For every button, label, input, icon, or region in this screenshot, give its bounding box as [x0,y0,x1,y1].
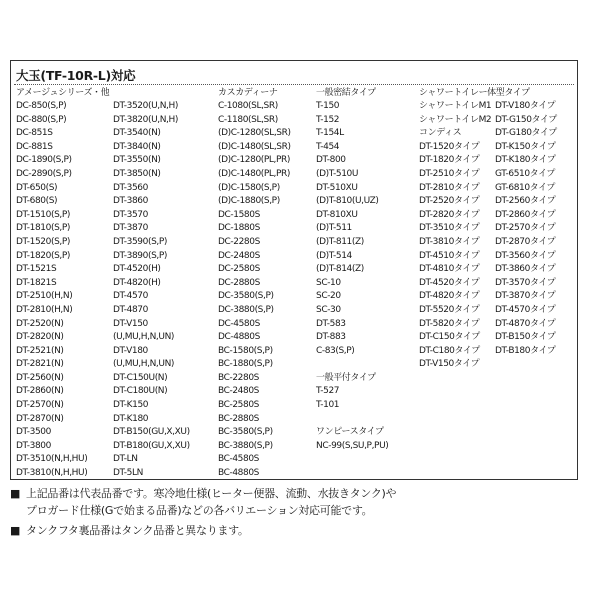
model-number-item: DT-2870(N) [16,413,64,424]
spacer [316,358,436,372]
model-number-item: DT-2520タイプ [419,196,480,207]
model-number-item: DT-C150タイプ [419,332,480,343]
model-number-item: DT-K180タイプ [495,155,556,166]
model-number-item: (D)T-814(Z) [316,264,364,275]
column-header: カスカディーナ [218,88,278,98]
model-number-item: DT-5LN [113,468,143,479]
model-number-item: DT-3560 [113,182,148,193]
model-number-item: DT-4520タイプ [419,277,480,288]
model-number-item: DT-3560タイプ [495,250,556,261]
model-number-item: BC-3580(S,P) [218,427,273,438]
model-number-item: (D)C-1480(PL,PR) [218,168,290,179]
model-number-item: DT-B150(GU,X,XU) [113,427,190,438]
model-number-item: (D)T-510U [316,168,359,179]
model-number-item: DT-V180 [113,345,148,356]
model-number-item: GT-6510タイプ [495,168,556,179]
model-number-item: T-101 [316,400,340,411]
model-number-item: DT-3890(S,P) [113,250,167,261]
model-number-item: DT-1521S [16,264,57,275]
model-number-item: DC-851S [16,128,53,139]
model-number-item: DT-1820(S,P) [16,250,70,261]
model-number-item: DT-680(S) [16,196,58,207]
model-number-item: DT-3800 [16,440,51,451]
model-number-item: (D)C-1480(SL,SR) [218,141,291,152]
model-number-item: BC-2880S [218,413,259,424]
model-number-item: (U,MU,H,N,UN) [113,359,175,370]
model-number-item: DT-650(S) [16,182,58,193]
model-number-item: DT-1520タイプ [419,141,480,152]
model-number-item: DT-810XU [316,209,358,220]
model-number-item: (D)T-511 [316,223,352,234]
model-number-item: コンディス [419,128,462,139]
model-number-item: (D)T-514 [316,250,352,261]
model-number-item: DT-3840(N) [113,141,161,152]
model-number-item: DT-1510(S,P) [16,209,70,220]
model-number-item: DT-4520(H) [113,264,161,275]
model-number-item: DC-2880S [218,277,260,288]
model-number-item: DC-850(S,P) [16,101,67,111]
model-number-item: DT-4870 [113,304,148,315]
model-number-item: DT-B180タイプ [495,345,556,356]
model-number-item: DT-3570 [113,209,148,220]
model-number-item: DT-2870タイプ [495,236,556,247]
model-number-item: DT-G180タイプ [495,128,557,139]
column-header-spacer [113,87,233,100]
model-number-item: DT-2570(N) [16,400,64,411]
model-number-item: DT-5520タイプ [419,304,480,315]
model-number-item: DT-K150 [113,400,149,411]
model-number-item: NC-99(S,SU,P,PU) [316,440,389,451]
model-number-item: DT-3850(N) [113,168,161,179]
sub-header: ワンピースタイプ [316,427,384,438]
model-number-item: DT-2810(H,N) [16,304,73,315]
column-header: 一般密結タイプ [316,88,376,98]
model-number-item: DT-3820(U,N,H) [113,114,178,125]
column-header-spacer [495,87,600,100]
model-number-item: C-1080(SL,SR) [218,101,278,111]
model-number-item: DT-2510(H,N) [16,291,73,302]
model-number-item: DT-2521(N) [16,345,64,356]
notes-section [10,485,590,539]
model-number-item: DC-3880(S,P) [218,304,274,315]
model-number-item: DT-3590(S,P) [113,236,167,247]
note-1-text: 上記品番は代表品番です。寒冷地仕様(ヒーター便器、流動、水抜きタンク)や [26,487,397,500]
model-number-item: DC-4880S [218,332,260,343]
model-number-item: DC-3580(S,P) [218,291,274,302]
model-number-item: DT-C180タイプ [419,345,480,356]
model-number-item: BC-1880(S,P) [218,359,273,370]
model-number-item: DT-3510タイプ [419,223,480,234]
model-number-item: DT-3810(N,H,HU) [16,468,88,479]
spacer [316,413,436,427]
model-number-item: BC-2480S [218,386,259,397]
model-number-item: DT-3870タイプ [495,291,556,302]
note-2-text: タンクフタ裏品番はタンク品番と異なります。 [26,524,249,537]
model-number-item: GT-6810タイプ [495,182,556,193]
model-number-item: DT-K180 [113,413,149,424]
sub-header: 一般平付タイプ [316,372,376,383]
model-number-item: DC-880(S,P) [16,114,67,125]
model-number-item: DC-1890(S,P) [16,155,72,166]
model-number-item: DT-3860 [113,196,148,207]
model-number-item: DT-2820タイプ [419,209,480,220]
model-number-item: DT-4570 [113,291,148,302]
model-number-item: DT-B150タイプ [495,332,556,343]
model-number-item: DT-883 [316,332,346,343]
model-number-item: DT-2860(N) [16,386,64,397]
model-number-item: DT-4810タイプ [419,264,480,275]
model-number-item: SC-20 [316,291,341,302]
note-1 [10,485,590,502]
model-number-item: DT-2860タイプ [495,209,556,220]
model-number-item: T-152 [316,114,340,125]
model-number-item: DT-LN [113,454,138,465]
note-2 [10,522,590,539]
model-number-item: BC-2280S [218,372,259,383]
model-number-item: T-454 [316,141,340,152]
model-number-item: DT-2510タイプ [419,168,480,179]
model-number-item: DC-2890(S,P) [16,168,72,179]
model-number-item: (D)C-1580(S,P) [218,182,280,193]
model-number-item: SC-10 [316,277,341,288]
bullet-square-icon: ■ [10,487,21,500]
model-number-item: DT-2560(N) [16,372,64,383]
model-number-item: DC-881S [16,141,53,152]
model-number-item: DT-V180タイプ [495,101,556,111]
model-number-item: DT-510XU [316,182,358,193]
model-number-item: DC-2580S [218,264,260,275]
model-number-item: DT-4820タイプ [419,291,480,302]
model-number-item: DT-2560タイプ [495,196,556,207]
bullet-square-icon: ■ [10,524,21,537]
model-number-item: C-83(S,P) [316,345,355,356]
model-number-item: DT-1810(S,P) [16,223,70,234]
model-number-item: DT-2820(N) [16,332,64,343]
model-number-item: DT-4820(H) [113,277,161,288]
model-number-item: DC-4580S [218,318,260,329]
model-number-item: DC-1880S [218,223,260,234]
model-number-item: シャワートイレM2 [419,114,492,125]
model-number-item: DT-3870 [113,223,148,234]
column-general-types [316,87,436,453]
model-number-item: DT-2520(N) [16,318,64,329]
model-number-item: (D)T-810(U,UZ) [316,196,379,207]
model-number-item: DT-3860タイプ [495,264,556,275]
model-number-item: DT-4870タイプ [495,318,556,329]
model-number-item: T-154L [316,128,344,139]
model-number-item: C-1180(SL,SR) [218,114,278,125]
column-header: アメージュシリーズ・他 [16,88,110,98]
model-number-item: DT-V150タイプ [419,359,480,370]
model-number-item: DT-V150 [113,318,148,329]
note-1-text-continued: プロガード仕様(Gで始まる品番)などの各バリエーション対応可能です。 [26,504,373,517]
model-number-item: SC-30 [316,304,341,315]
model-number-item: DC-2280S [218,236,260,247]
model-number-item: DT-2570タイプ [495,223,556,234]
model-number-item: BC-2580S [218,400,259,411]
model-number-item: DT-C150U(N) [113,372,168,383]
model-number-item: DT-3540(N) [113,128,161,139]
title-divider [14,84,574,85]
model-number-item: シャワートイレM1 [419,101,492,111]
model-number-item: DT-3500 [16,427,51,438]
model-number-item: (D)T-811(Z) [316,236,364,247]
section-title: 大玉(TF-10R-L)対応 [16,68,136,83]
model-number-item: DC-2480S [218,250,260,261]
model-number-item: DT-B180(GU,X,XU) [113,440,190,451]
model-number-item: DT-4510タイプ [419,250,480,261]
column-shower-toilet-2 [495,87,600,358]
model-number-item: DC-1580S [218,209,260,220]
model-number-item: (D)C-1280(SL,SR) [218,128,291,139]
model-number-item: DT-1821S [16,277,57,288]
model-number-item: DT-1520(S,P) [16,236,70,247]
model-number-item: DT-K150タイプ [495,141,556,152]
model-number-item: T-150 [316,101,340,111]
column-header: シャワートイレー体型タイプ [419,88,530,98]
model-number-item: DT-3520(U,N,H) [113,101,178,111]
model-number-item: (U,MU,H,N,UN) [113,332,175,343]
model-number-item: DT-3810タイプ [419,236,480,247]
model-number-item: DT-583 [316,318,346,329]
model-number-item: BC-4580S [218,454,259,465]
model-number-item: DT-2821(N) [16,359,64,370]
model-number-item: DT-3510(N,H,HU) [16,454,88,465]
model-number-item: BC-4880S [218,468,259,479]
model-number-item: DT-1820タイプ [419,155,480,166]
model-number-item: DT-2810タイプ [419,182,480,193]
column-dt-series [113,87,233,481]
model-number-item: DT-5820タイプ [419,318,480,329]
model-number-item: DT-800 [316,155,346,166]
model-number-item: DT-C180U(N) [113,386,168,397]
model-number-item: DT-3550(N) [113,155,161,166]
model-number-item: (D)C-1280(PL,PR) [218,155,290,166]
model-number-item: DT-G150タイプ [495,114,557,125]
model-number-item: (D)C-1880(S,P) [218,196,280,207]
model-number-item: BC-3880(S,P) [218,440,273,451]
model-number-item: DT-3570タイプ [495,277,556,288]
model-number-item: BC-1580(S,P) [218,345,273,356]
model-number-item: DT-4570タイプ [495,304,556,315]
model-number-item: T-527 [316,386,340,397]
